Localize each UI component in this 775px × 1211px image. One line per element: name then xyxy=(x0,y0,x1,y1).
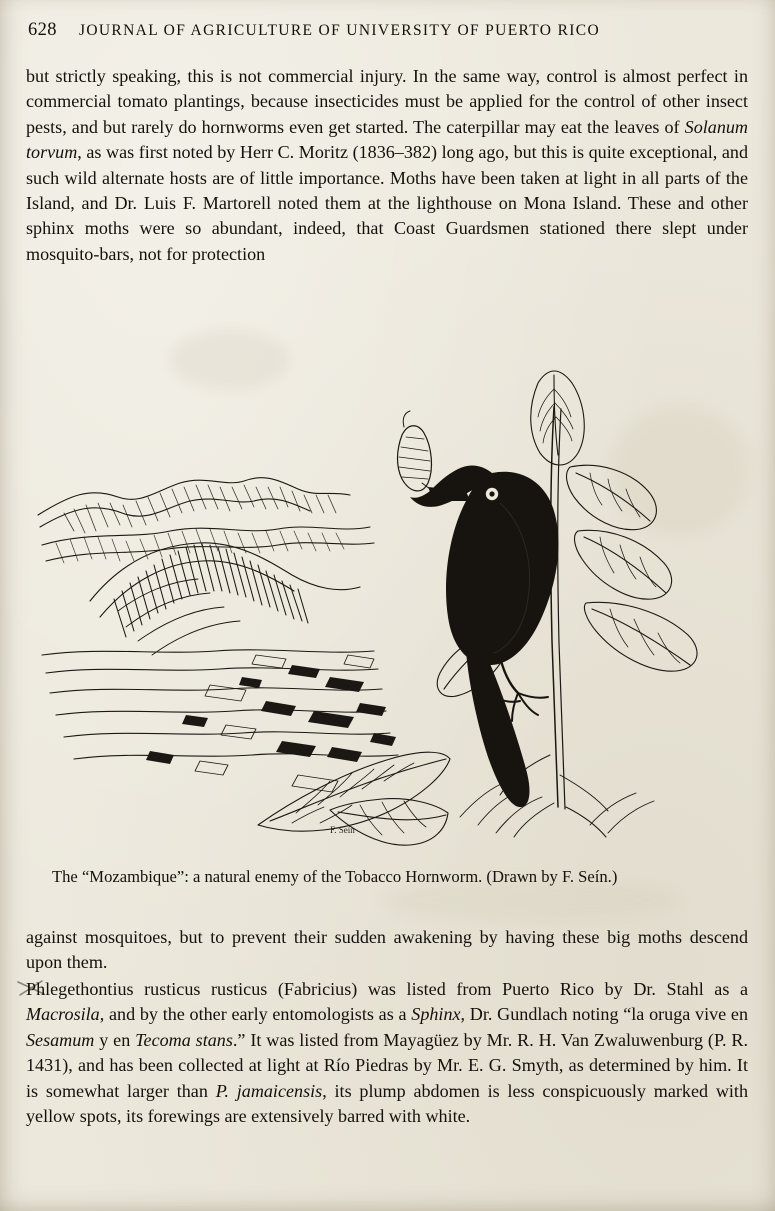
figure-illustration xyxy=(30,355,745,850)
page-header xyxy=(28,20,753,41)
figure-caption xyxy=(30,866,748,888)
paragraph-middle: against mosquitoes, but to prevent their sudden awakening by having these big moths descend upon them. xyxy=(26,927,748,973)
running-head: JOURNAL OF AGRICULTURE OF UNIVERSITY OF PUERTO RICO xyxy=(78,22,601,39)
figure-caption-text: The “Mozambique”: a natural enemy of the Tobacco Hornworm. (Drawn by F. Seín.) xyxy=(52,867,618,886)
paragraph-top: but strictly speaking, this is not commercial injury. In the same way, control is almost perfect in commercial tomato plantings, because insecticides must be applied for the control of other insect pests, and but rarely do hornworms even get started. The caterpillar may eat the leaves of Solanum torvum, as was first noted by Herr C. Moritz (1836–382) long ago, but this is quite exceptional, and such wild alternate hosts are of little importance. Moths have been taken at light in all parts of the Island, and Dr. Luis F. Martorell noted them at the lighthouse on Mona Island. These and other sphinx moths were so abundant, indeed, that Coast Guardsmen stationed there slept under mosquito-bars, not for protection xyxy=(26,66,748,264)
paragraph-bottom: Phlegethontius rusticus rusticus (Fabricius) was listed from Puerto Rico by Dr. Stahl as a Macrosila, and by the other early entomologists as a Sphinx, Dr. Gundlach noting “la oruga vive en Sesamum y en Tecoma stans.” It was listed from Mayagüez by Mr. R. H. Van Zwaluwenburg (P. R. 1431), and has been collected at light at Río Piedras by Mr. E. G. Smyth, as determined by him. It is somewhat larger than P. jamaicensis, its plump abdomen is less conspicuously marked with yellow spots, its forewings are extensively barred with white. xyxy=(26,979,749,1127)
bird-figure xyxy=(410,466,558,808)
artist-signature: F. Seín xyxy=(330,825,355,835)
mozambique-bird-drawing xyxy=(30,355,745,850)
page-number: 628 xyxy=(28,20,57,40)
